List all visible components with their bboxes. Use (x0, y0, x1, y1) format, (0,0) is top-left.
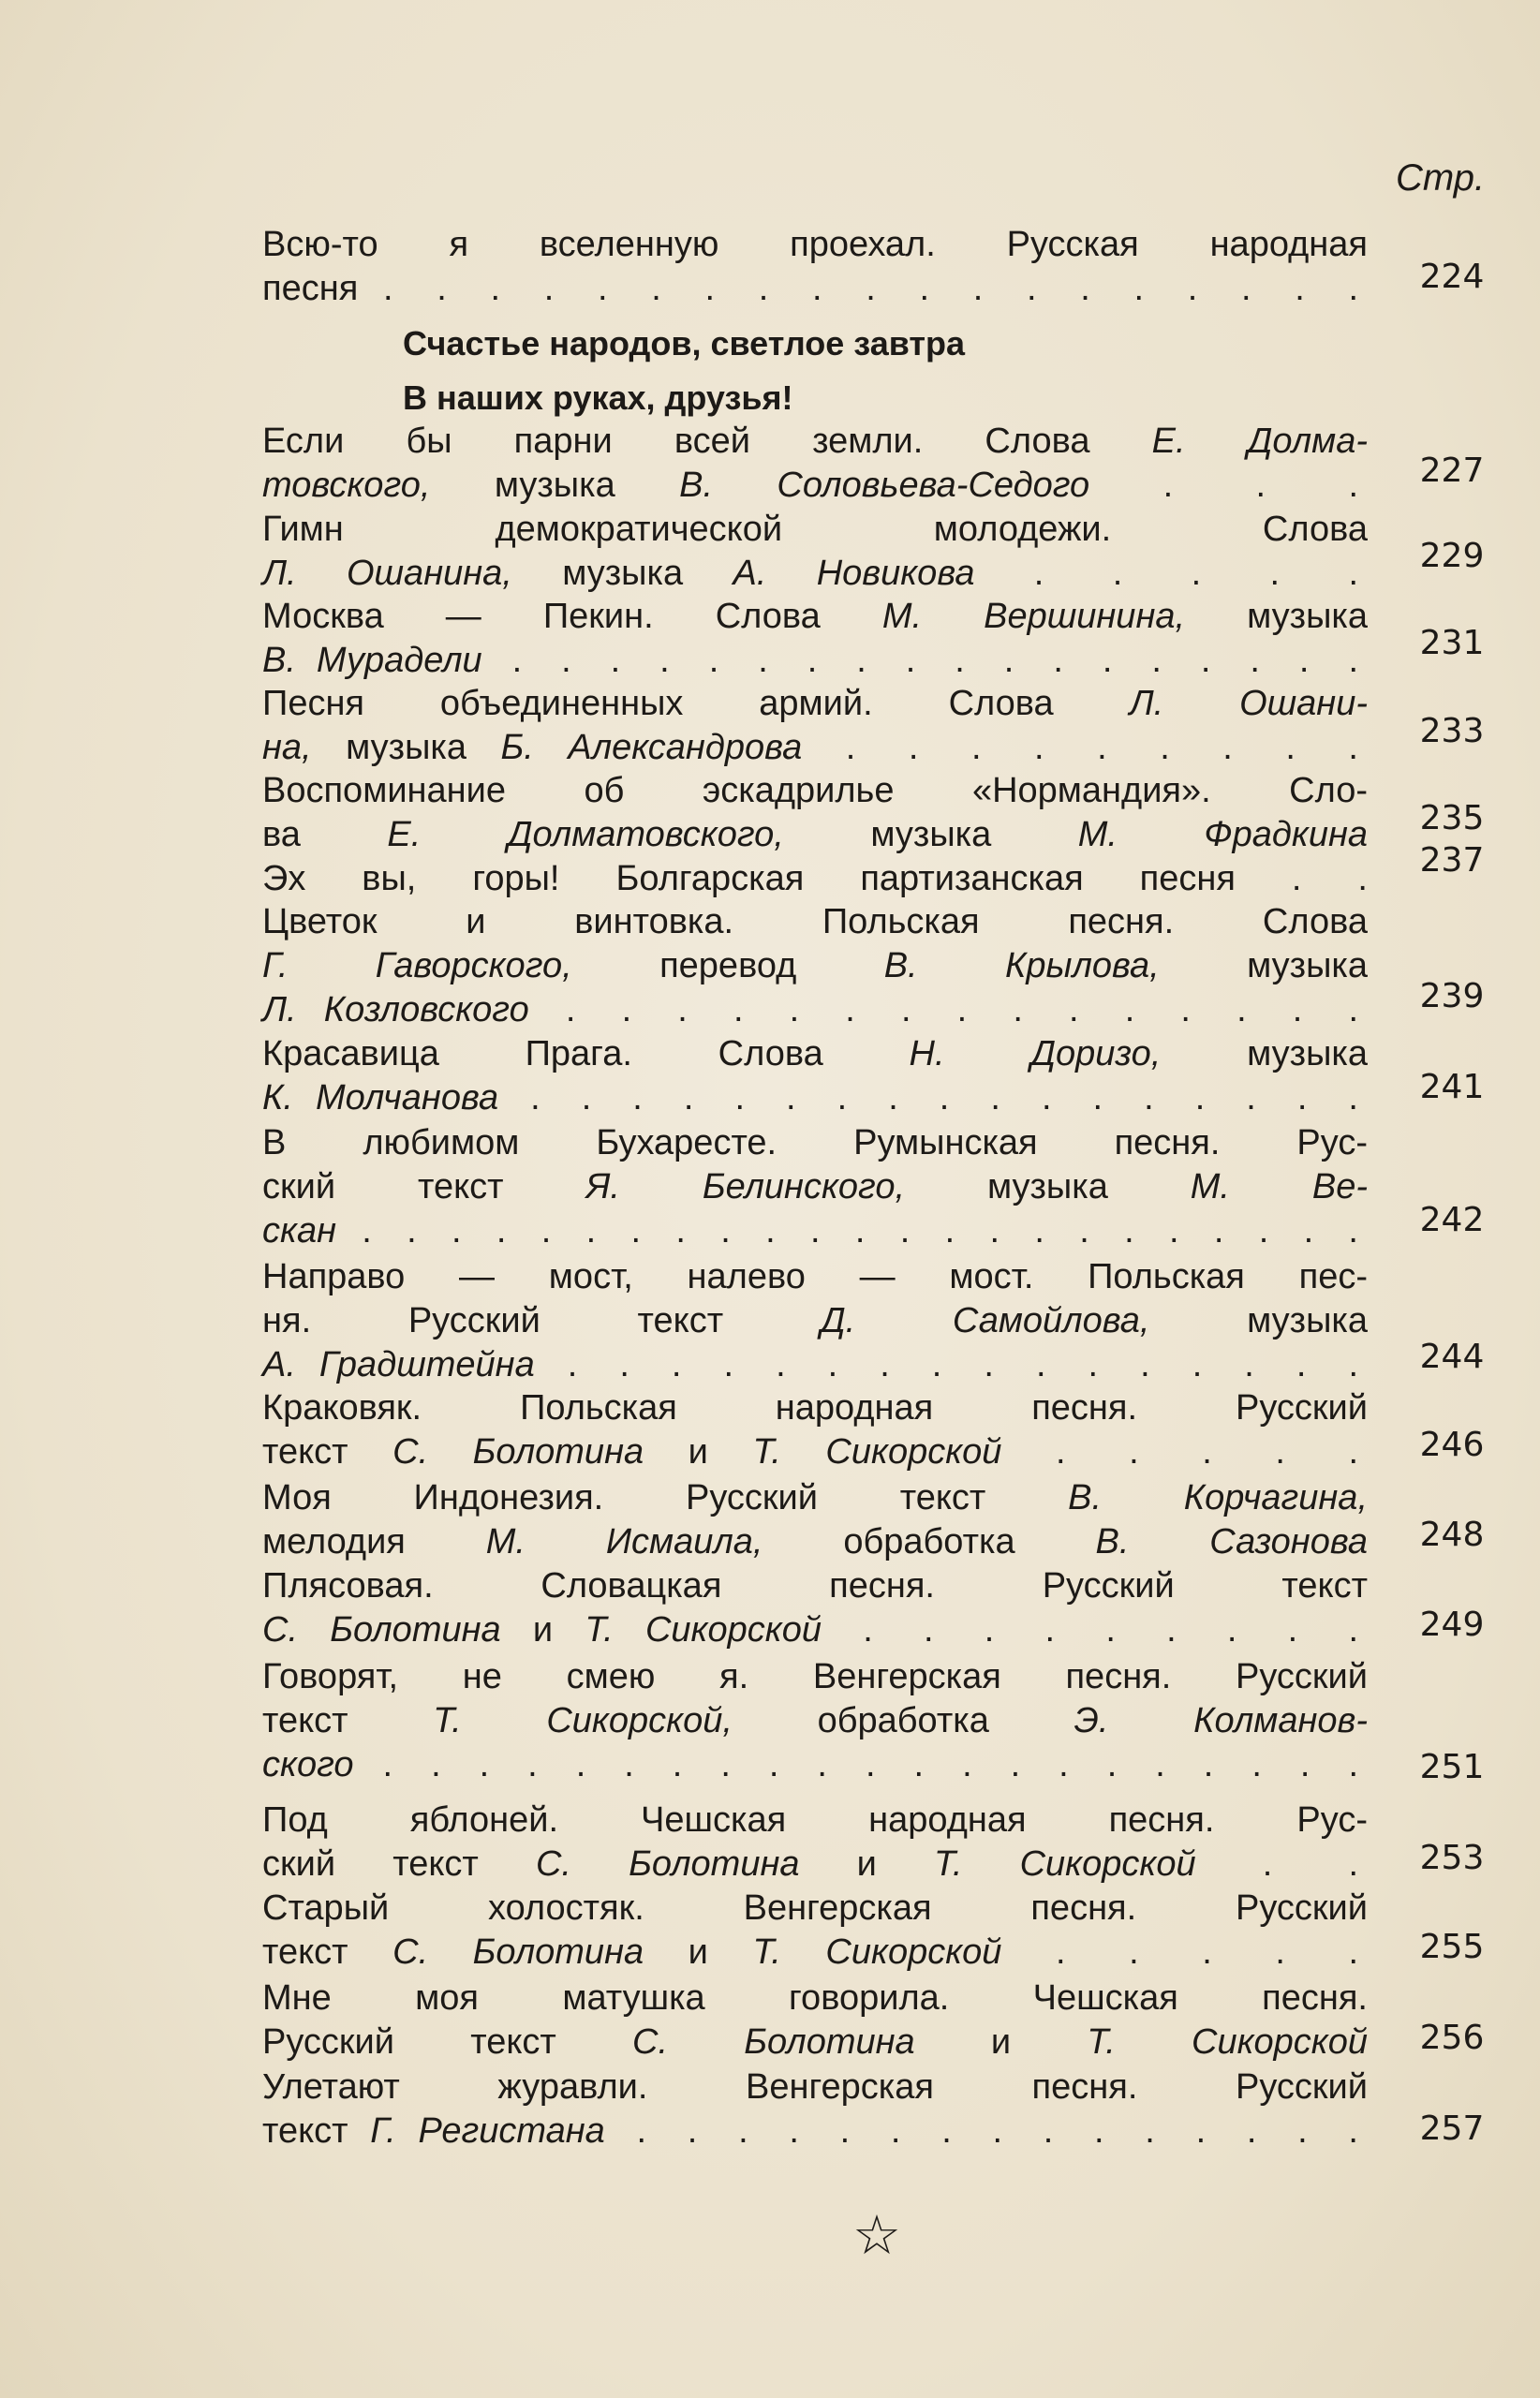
page-number: 248 (1419, 1516, 1485, 1554)
toc-entry-249: Плясовая. Словацкая песня. Русский текст С. Болотина и Т. Сикорской . . . . . . . . . (262, 1566, 1368, 1650)
page-number: 253 (1419, 1839, 1485, 1877)
toc-entry-229: Гимн демократической молодежи. Слова Л. Ошанина, музыка А. Новикова . . . . . (262, 510, 1368, 593)
page-number: 239 (1419, 977, 1485, 1015)
section-heading-line: В наших руках, друзья! (403, 378, 793, 417)
toc-entry-253: Под яблоней. Чешская народная песня. Рус- ский текст С. Болотина и Т. Сикорской . . (262, 1800, 1368, 1884)
page-number: 256 (1419, 2019, 1485, 2057)
toc-entry-235: Воспоминание об эскадрилье «Нормандия». Сло- ва Е. Долматовского, музыка М. Фрадкина (262, 771, 1369, 854)
page-number: 227 (1419, 451, 1485, 490)
toc-entry-241: Красавица Прага. Слова Н. Доризо, музыка К. Молчанова . . . . . . . . . . . . . . . . . (262, 1034, 1368, 1118)
entry-line: песня . . . . . . . . . . . . . . . . . . . (262, 269, 1368, 308)
page-number: 224 (1419, 258, 1485, 296)
toc-entry-248: Моя Индонезия. Русский текст В. Корчагина, мелодия М. Исмаила, обработка В. Сазонова (262, 1478, 1368, 1562)
page-number: 255 (1419, 1928, 1485, 1966)
section-heading (403, 317, 965, 425)
page-column-label: Стр. (1396, 157, 1486, 199)
star-ornament-icon: ☆ (852, 2205, 901, 2266)
toc-entry-251: Говорят, не смею я. Венгерская песня. Русский текст Т. Сикорской, обработка Э. Колманов- ского . . . . . . . . . . . . . . . . . . . . . (262, 1657, 1369, 1784)
toc-entry-224 (262, 223, 1368, 311)
page-number: 244 (1419, 1338, 1485, 1376)
page-number: 249 (1419, 1606, 1485, 1644)
toc-entry-246: Краковяк. Польская народная песня. Русский текст С. Болотина и Т. Сикорской . . . . . (262, 1388, 1368, 1472)
page-number: 241 (1419, 1068, 1485, 1106)
toc-entry-239: Цветок и винтовка. Польская песня. Слова Г. Гаворского, перевод В. Крылова, музыка Л. Козловского . . . . . . . . . . . . . . . (262, 902, 1369, 1029)
page-number: 231 (1419, 624, 1485, 662)
toc-entry-244: Направо — мост, налево — мост. Польская пес- ня. Русский текст Д. Самойлова, музыка А. Градштейна . . . . . . . . . . . . . . . . (262, 1257, 1369, 1384)
page-number: 251 (1419, 1748, 1485, 1786)
entry-line: Всю-то я вселенную проехал. Русская народная (262, 225, 1368, 264)
page-number: 235 (1419, 799, 1485, 837)
toc-entry-227: Если бы парни всей земли. Слова Е. Долма- товского, музыка В. Соловьева-Седого . . . (262, 422, 1369, 505)
page-number: 242 (1419, 1201, 1485, 1239)
toc-entry-242: В любимом Бухаресте. Румынская песня. Рус- ский текст Я. Белинского, музыка М. Ве- скан . . . . . . . . . . . . . . . . . . . . . . . (262, 1123, 1369, 1251)
page-number: 246 (1419, 1426, 1485, 1464)
page-number: 233 (1419, 712, 1485, 750)
toc-entry-237: Эх вы, горы! Болгарская партизанская песня . . (262, 859, 1368, 898)
toc-entry-231: Москва — Пекин. Слова М. Вершинина, музыка В. Мурадели . . . . . . . . . . . . . . . . . . (262, 597, 1368, 680)
page-number: 229 (1419, 537, 1485, 575)
toc-entry-257: Улетают журавли. Венгерская песня. Русский текст Г. Регистана . . . . . . . . . . . . . . . (262, 2067, 1368, 2151)
section-heading-line: Счастье народов, светлое завтра (403, 324, 966, 363)
page-number: 237 (1419, 841, 1485, 880)
toc-entry-256: Мне моя матушка говорила. Чешская песня. Русский текст С. Болотина и Т. Сикорской (262, 1978, 1369, 2062)
toc-entry-233: Песня объединенных армий. Слова Л. Ошани- на, музыка Б. Александрова . . . . . . . . . (262, 684, 1368, 767)
toc-entry-255: Старый холостяк. Венгерская песня. Русский текст С. Болотина и Т. Сикорской . . . . . (262, 1888, 1368, 1972)
page-number: 257 (1419, 2109, 1485, 2148)
